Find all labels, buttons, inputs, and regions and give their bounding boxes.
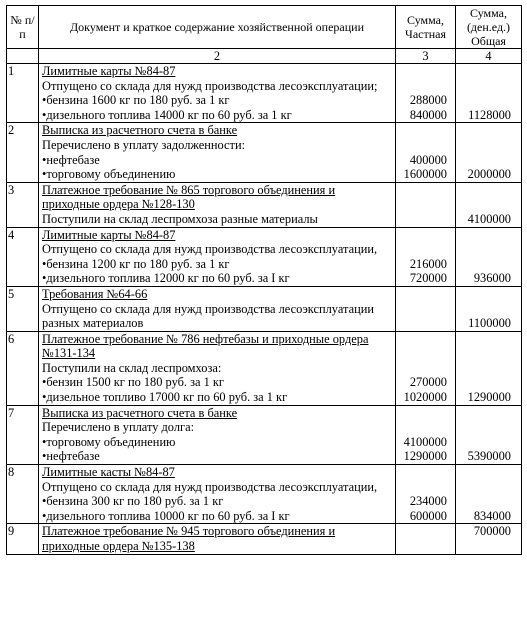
row-number: 3 xyxy=(7,182,39,227)
partial-amounts xyxy=(396,182,456,227)
operation-line: Отпущено со склада для нужд производства лесоэксплуатации разных материалов xyxy=(42,301,374,331)
partial-amount: 600000 xyxy=(409,508,447,523)
total-amount: 1128000 xyxy=(456,64,522,123)
row-number: 6 xyxy=(7,331,39,405)
partial-amount: 1020000 xyxy=(403,390,447,405)
partial-amount: 720000 xyxy=(409,271,447,286)
partial-amount: 1600000 xyxy=(403,167,447,182)
partial-amount: 400000 xyxy=(409,152,447,167)
operation-line: Поступили на склад леспромхоза разные материалы xyxy=(42,211,318,226)
table-row xyxy=(7,331,522,405)
partial-amounts xyxy=(396,64,456,123)
total-amount: 2000000 xyxy=(456,123,522,182)
row-number: 1 xyxy=(7,64,39,123)
header-row xyxy=(7,6,522,49)
partial-amount: 270000 xyxy=(409,375,447,390)
partial-amount: 4100000 xyxy=(403,434,447,449)
table-row xyxy=(7,64,522,123)
row-description xyxy=(39,524,396,554)
header-num: № п/п xyxy=(7,6,39,49)
row-number: 4 xyxy=(7,227,39,286)
partial-amounts xyxy=(396,286,456,331)
operation-line: Отпущено со склада для нужд производства лесоэксплуатации, xyxy=(42,479,378,494)
operation-line: •бензина 300 кг по 180 руб. за 1 кг xyxy=(42,494,224,509)
partial-amounts xyxy=(396,227,456,286)
partial-amount: 234000 xyxy=(409,494,447,509)
document-title: Требования №64-66 xyxy=(42,286,148,301)
document-title: Лимитные касты №84-87 xyxy=(42,465,175,480)
operation-line: •бензин 1500 кг по 180 руб. за 1 кг xyxy=(42,375,224,390)
column-number-row xyxy=(7,49,522,64)
total-amount: 5390000 xyxy=(456,405,522,464)
table-row xyxy=(7,227,522,286)
row-description xyxy=(39,465,396,524)
partial-amount: 840000 xyxy=(409,107,447,122)
column-number: 3 xyxy=(396,49,456,64)
row-number: 8 xyxy=(7,465,39,524)
operation-line: Отпущено со склада для нужд производства лесоэксплуатации; xyxy=(42,78,378,93)
total-amount: 4100000 xyxy=(456,182,522,227)
operations-table xyxy=(6,5,522,555)
operation-line: •бензина 1600 кг по 180 руб. за 1 кг xyxy=(42,93,230,108)
operation-line: Перечислено в уплату задолженности: xyxy=(42,137,246,152)
operation-line: •торговому объединению xyxy=(42,434,176,449)
table-row xyxy=(7,405,522,464)
row-description xyxy=(39,405,396,464)
partial-amounts xyxy=(396,405,456,464)
table-row xyxy=(7,286,522,331)
operation-line: •бензина 1200 кг по 180 руб. за 1 кг xyxy=(42,256,230,271)
operation-line: Поступили на склад леспромхоза: xyxy=(42,360,222,375)
document-title: Выписка из расчетного счета в банке xyxy=(42,405,238,420)
row-description xyxy=(39,182,396,227)
operation-line: •торговому объединению xyxy=(42,167,176,182)
document-title: Лимитные карты №84-87 xyxy=(42,64,176,78)
header-document: Документ и краткое содержание хозяйственной операции xyxy=(39,6,396,49)
row-description xyxy=(39,64,396,123)
row-number: 7 xyxy=(7,405,39,464)
document-title: Лимитные карты №84-87 xyxy=(42,227,176,242)
operation-line: •дизельного топлива 14000 кг по 60 руб. за 1 кг xyxy=(42,107,292,122)
partial-amounts xyxy=(396,465,456,524)
column-number: 2 xyxy=(39,49,396,64)
total-amount: 1100000 xyxy=(456,286,522,331)
total-amount: 700000 xyxy=(456,524,522,554)
operation-line: •нефтебазе xyxy=(42,152,100,167)
partial-amounts xyxy=(396,123,456,182)
partial-amount: 288000 xyxy=(409,93,447,108)
partial-amounts xyxy=(396,331,456,405)
total-amount: 936000 xyxy=(456,227,522,286)
row-number: 2 xyxy=(7,123,39,182)
table-row xyxy=(7,465,522,524)
operations-body xyxy=(7,64,522,555)
operation-line: •дизельное топливо 17000 кг по 60 руб. за 1 кг xyxy=(42,390,288,405)
total-amount: 834000 xyxy=(456,465,522,524)
operation-line: •дизельного топлива 12000 кг по 60 руб. за I кг xyxy=(42,271,290,286)
row-description xyxy=(39,286,396,331)
column-number xyxy=(7,49,39,64)
column-number: 4 xyxy=(456,49,522,64)
header-total-sum: Сумма, (ден.ед.) Общая xyxy=(456,6,522,49)
partial-amount: 1290000 xyxy=(403,449,447,464)
row-description xyxy=(39,227,396,286)
total-amount: 1290000 xyxy=(456,331,522,405)
table-row xyxy=(7,524,522,554)
operation-line: Отпущено со склада для нужд производства лесоэксплуатации, xyxy=(42,242,378,257)
row-number: 5 xyxy=(7,286,39,331)
operation-line: •нефтебазе xyxy=(42,449,100,464)
table-row xyxy=(7,182,522,227)
row-number: 9 xyxy=(7,524,39,554)
document-title: Платежное требование № 786 нефтебазы и приходные ордера №131-134 xyxy=(42,331,369,361)
table-row xyxy=(7,123,522,182)
document-title: Платежное требование № 865 торгового объединения и приходные ордера №128-130 xyxy=(42,182,336,212)
row-description xyxy=(39,123,396,182)
operation-line: •дизельного топлива 10000 кг по 60 руб. за I кг xyxy=(42,508,290,523)
header-partial-sum: Сумма, Частная xyxy=(396,6,456,49)
row-description xyxy=(39,331,396,405)
partial-amount: 216000 xyxy=(409,256,447,271)
operation-line: Перечислено в уплату долга: xyxy=(42,420,195,435)
document-title: Платежное требование № 945 торгового объединения и приходные ордера №135-138 xyxy=(42,524,336,553)
partial-amounts xyxy=(396,524,456,554)
document-title: Выписка из расчетного счета в банке xyxy=(42,123,238,138)
